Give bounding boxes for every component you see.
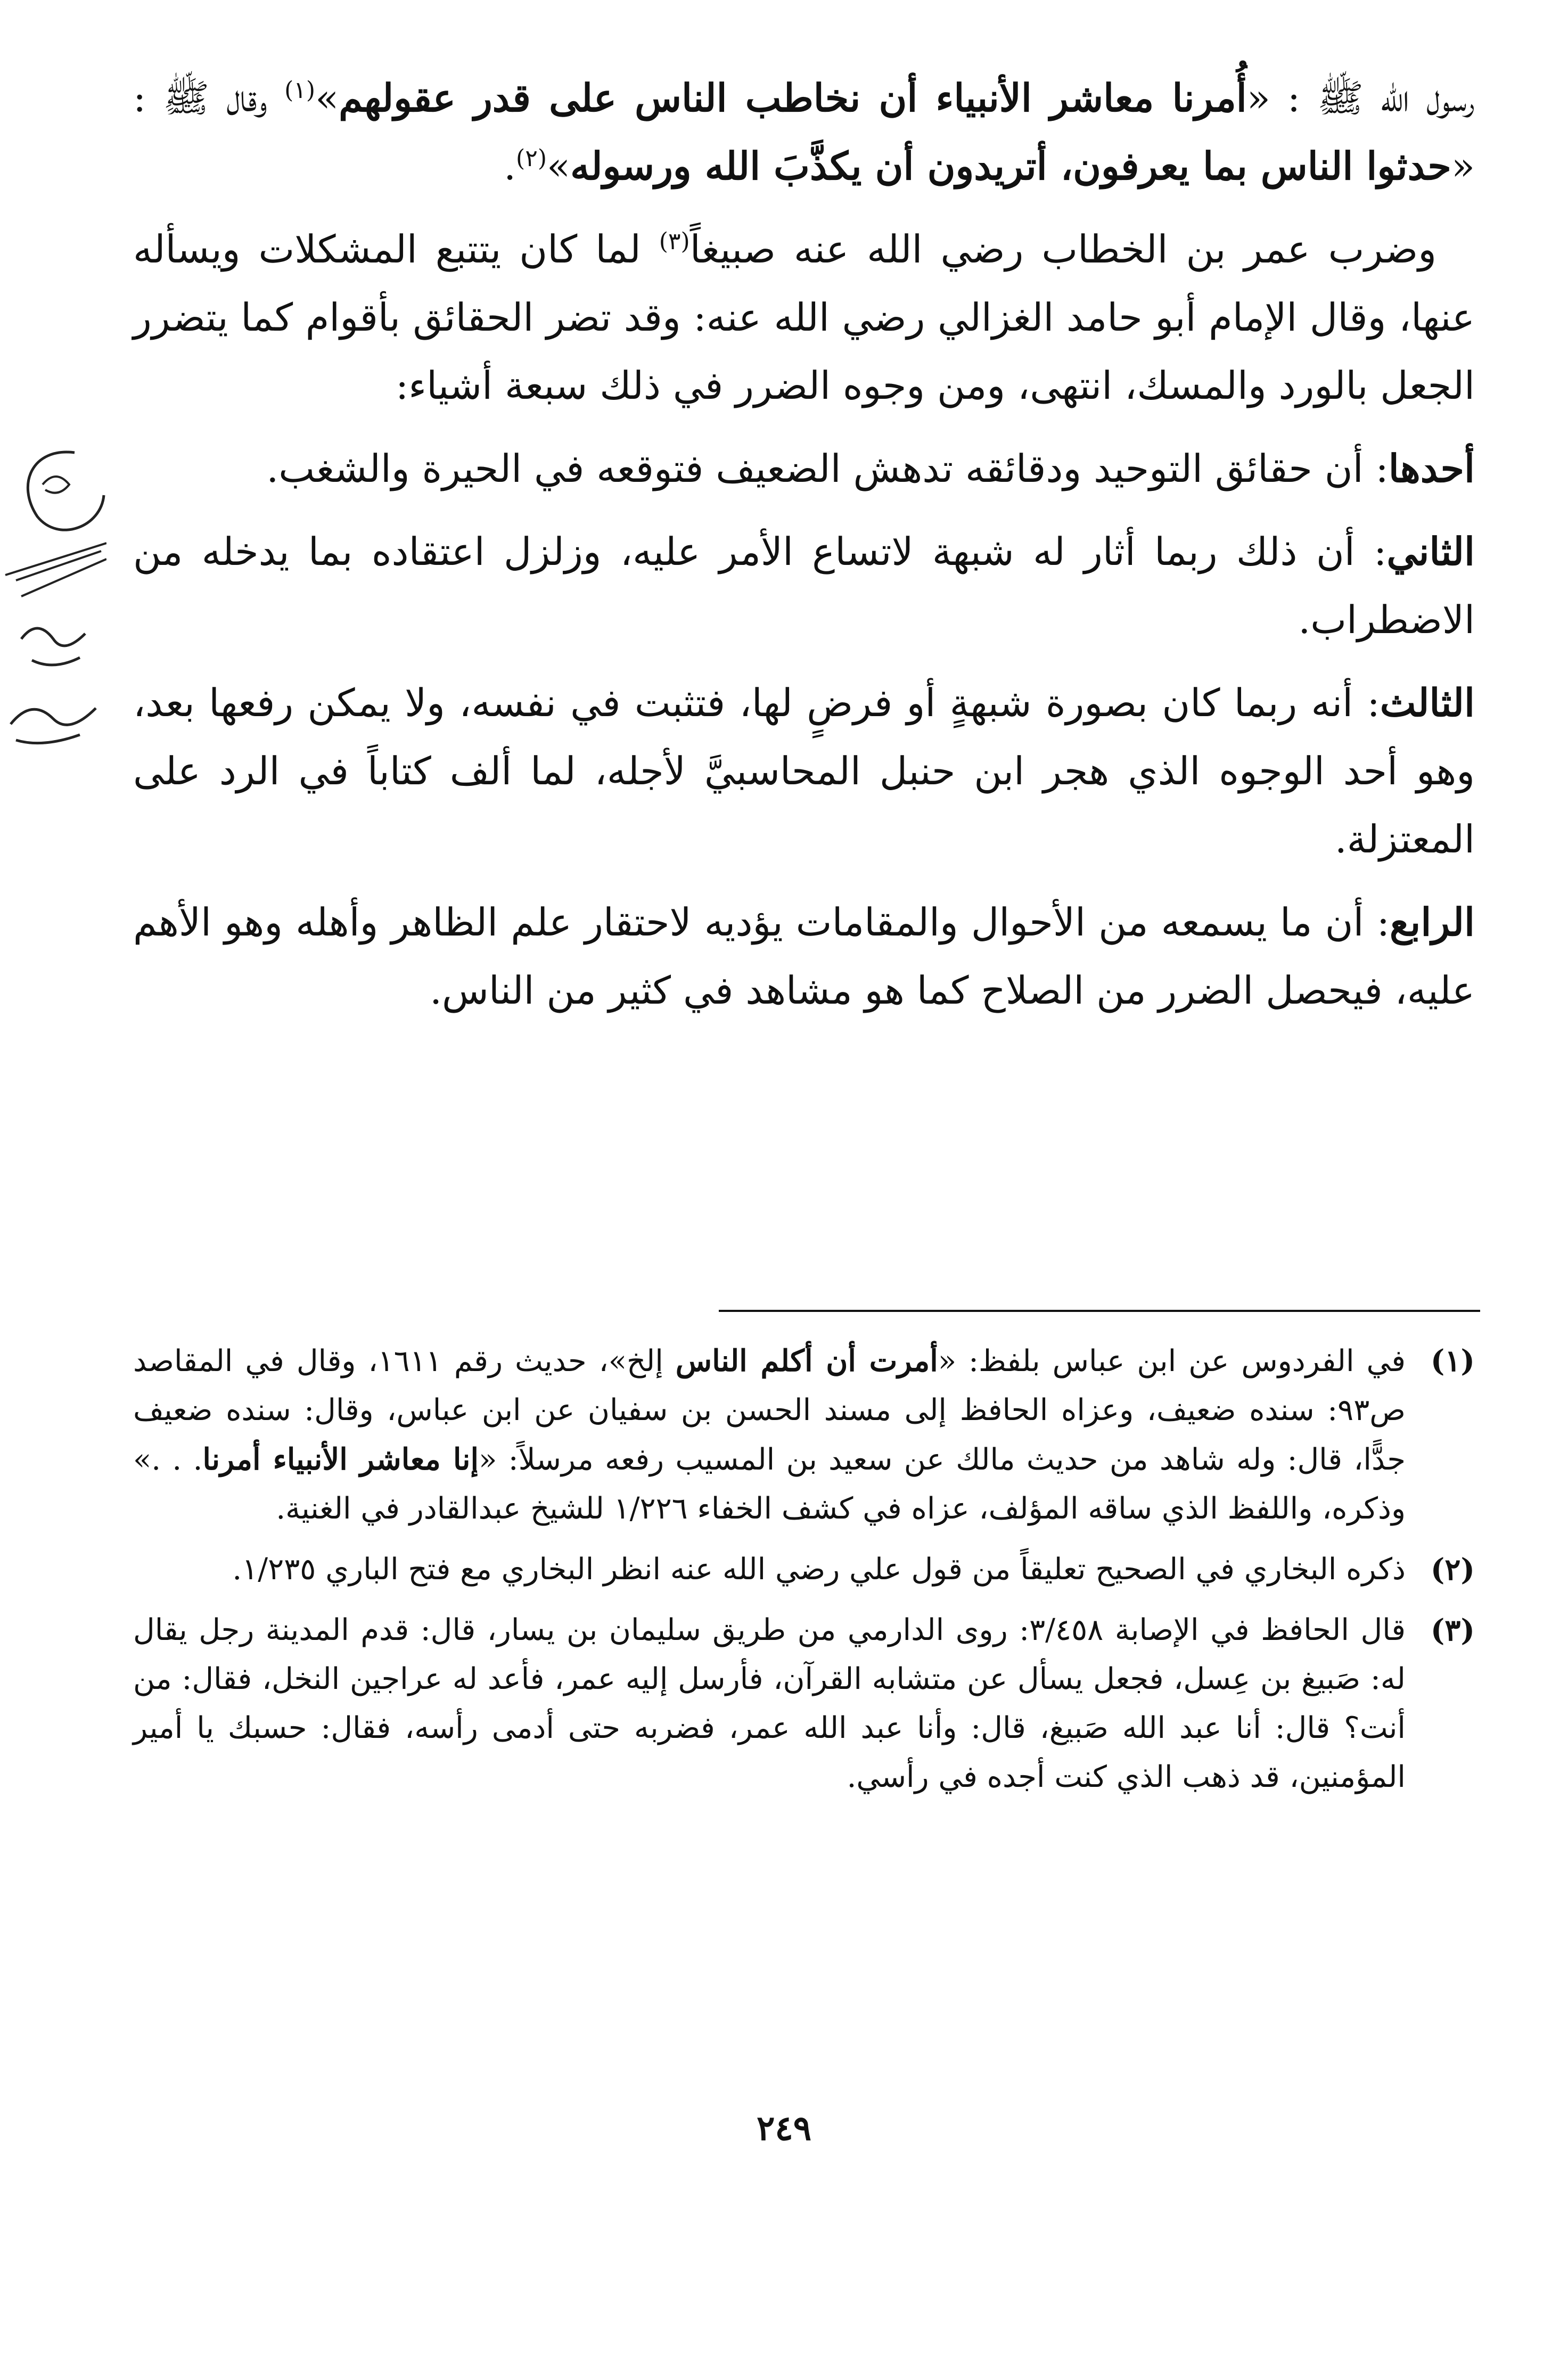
- quote-bold: أمرت أن أكلم الناس: [675, 1343, 938, 1378]
- footnote-text: [133, 1336, 1406, 1533]
- item-text: : أن ما يسمعه من الأحوال والمقامات يؤديه لاحتقار علم الظاهر وأهله وهو الأهم عليه، فيحصل الضرر من الصلاح كما هو مشاهد في كثير من الناس.: [133, 900, 1475, 1013]
- footnote-1: [133, 1336, 1475, 1533]
- text-span: . . .» وذكره، واللفظ الذي ساقه المؤلف، عزاه في كشف الخفاء ١/٢٢٦ للشيخ عبدالقادر في الغنية.: [133, 1442, 1406, 1526]
- item-text: : أن ذلك ربما أثار له شبهة لاتساع الأمر عليه، وزلزل اعتقاده بما يدخله من الاضطراب.: [133, 529, 1475, 642]
- page-number: ٢٤٩: [756, 2108, 812, 2148]
- handwritten-margin-note: [0, 437, 106, 767]
- item-label: الثاني: [1386, 529, 1475, 574]
- item-label: أحدها: [1388, 446, 1475, 491]
- footnote-number: (٢): [1430, 1552, 1475, 1587]
- text-span: وضرب عمر بن الخطاب رضي الله عنه صبيغاً: [689, 227, 1436, 272]
- item-label: الثالث: [1380, 680, 1475, 725]
- text-span: رسول الله ﷺ : «: [1246, 76, 1475, 120]
- item-text: : أن حقائق التوحيد ودقائقه تدهش الضعيف فتوقعه في الحيرة والشغب.: [266, 446, 1389, 491]
- paragraph-fourth: [133, 888, 1475, 1024]
- footnote-3: [133, 1606, 1475, 1802]
- footnote-ref: (٢): [516, 145, 547, 172]
- hadith-quote: حدثوا الناس بما يعرفون، أتريدون أن يكذَّبَ الله ورسوله: [570, 143, 1451, 188]
- footnote-text: ذكره البخاري في الصحيح تعليقاً من قول علي رضي الله عنه انظر البخاري مع فتح الباري ١/٢٣٥.: [232, 1552, 1406, 1587]
- item-text: : أنه ربما كان بصورة شبهةٍ أو فرضٍ لها، فتثبت في نفسه، ولا يمكن رفعها بعد، وهو أحد الوجوه الذي هجر ابن حنبل المحاسبيَّ لأجله، لما ألف كتاباً في الرد على المعتزلة.: [133, 680, 1475, 861]
- footnote-number: (٣): [1430, 1613, 1475, 1648]
- text-span: لما كان يتتبع المشكلات ويسأله عنها، وقال الإمام أبو حامد الغزالي رضي الله عنه: وقد تضر الحقائق بأقوام كما يتضرر الجعل بالورد والمسك، انتهى، ومن وجوه الضرر في ذلك سبعة أشياء:: [133, 227, 1475, 408]
- footnotes: [133, 1336, 1475, 1814]
- text-span: إلخ»، حديث رقم ١٦١١، وقال في المقاصد ص٩٣: سنده ضعيف، وعزاه الحافظ إلى مسند الحسن بن سفيان عن ابن عباس، وقال: سنده ضعيف جدًّا، قال: وله شاهد من حديث مالك عن سعيد بن المسيب رفعه مرسلاً: «: [133, 1344, 1406, 1477]
- main-text: [133, 64, 1475, 1039]
- paragraph-1: [133, 64, 1475, 200]
- paragraph-third: [133, 669, 1475, 873]
- footnote-2: [133, 1545, 1475, 1594]
- quote-bold: إنا معاشر الأنبياء أمرنا: [202, 1442, 479, 1477]
- text-span: .: [504, 144, 516, 188]
- paragraph-second: [133, 518, 1475, 654]
- footnote-ref: (١): [284, 77, 316, 104]
- text-span: وقال ﷺ : «: [133, 76, 1475, 188]
- paragraph-2: [133, 215, 1475, 420]
- footnote-number: (١): [1430, 1343, 1475, 1378]
- footnote-text: قال الحافظ في الإصابة ٣/٤٥٨: روى الدارمي من طريق سليمان بن يسار، قال: قدم المدينة رجل يقال له: صَبيغ بن عِسل، فجعل يسأل عن متشابه القرآن، فأرسل إليه عمر، فأعد له عراجين النخل، فقال: من أنت؟ قال: أنا عبد الله صَبيغ، قال: وأنا عبد الله عمر، فضربه حتى أدمى رأسه، فقال: حسبك يا أمير المؤمنين، قد ذهب الذي كنت أجده في رأسي.: [133, 1613, 1406, 1794]
- handwriting-scribble: [0, 437, 106, 767]
- paragraph-first: [133, 434, 1475, 503]
- footnote-divider: [719, 1310, 1480, 1312]
- item-label: الرابع: [1389, 899, 1475, 945]
- text-span: »: [315, 76, 339, 120]
- hadith-quote: أُمرنا معاشر الأنبياء أن نخاطب الناس على قدر عقولهم: [339, 75, 1247, 120]
- text-span: في الفردوس عن ابن عباس بلفظ: «: [938, 1344, 1406, 1378]
- text-span: »: [547, 144, 571, 188]
- footnote-ref: (٣): [659, 228, 690, 255]
